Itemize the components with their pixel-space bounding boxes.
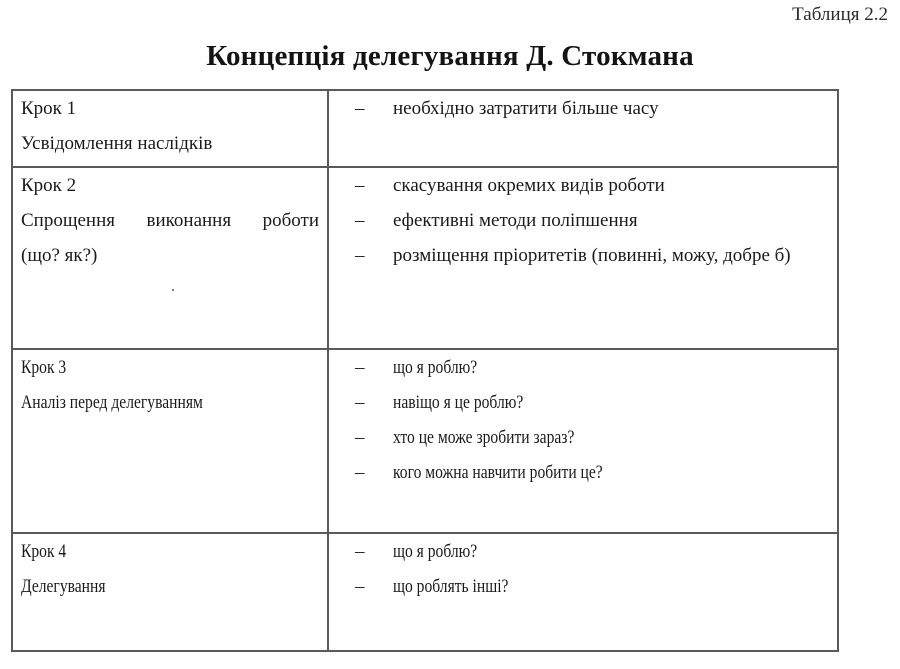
item-list <box>329 534 837 604</box>
step-label: Крок 2 <box>21 175 77 196</box>
dash-bullet-icon: – <box>355 541 365 562</box>
item-text: кого можна навчити робити це? <box>393 462 603 483</box>
item-text: скасування окремих видів роботи <box>393 175 665 196</box>
table-row <box>12 90 838 167</box>
dash-bullet-icon: – <box>355 462 365 483</box>
item-text: що я роблю? <box>393 541 478 562</box>
list-item <box>355 385 829 420</box>
step-cell <box>12 90 328 167</box>
delegation-concept-table <box>11 89 839 652</box>
item-text: хто це може зробити зараз? <box>393 427 575 448</box>
dash-bullet-icon: – <box>355 392 365 413</box>
table-row <box>12 167 838 349</box>
list-item <box>355 350 829 385</box>
item-list <box>329 91 837 126</box>
step-label: Крок 3 <box>21 357 67 378</box>
step-label: Крок 1 <box>21 98 77 119</box>
item-text: ефективні методи поліпшення <box>393 210 638 231</box>
item-text: що роблять інші? <box>393 576 509 597</box>
list-item <box>355 569 829 604</box>
table-row <box>12 349 838 533</box>
item-text: розміщення пріоритетів (повинні, можу, добре б) <box>393 245 791 266</box>
item-text: необхідно затратити більше часу <box>393 98 659 119</box>
step-cell <box>12 167 328 349</box>
dash-bullet-icon: – <box>355 245 365 266</box>
step-cell <box>12 349 328 533</box>
table-row <box>12 533 838 651</box>
list-item <box>355 168 829 203</box>
dash-bullet-icon: – <box>355 357 365 378</box>
step-name: Спрощення виконання роботи <box>21 210 319 231</box>
list-item <box>355 238 829 273</box>
step-name: Делегування <box>21 576 106 597</box>
step-cell <box>12 533 328 651</box>
item-list <box>329 168 837 273</box>
items-cell <box>328 90 838 167</box>
list-item <box>355 203 829 238</box>
dash-bullet-icon: – <box>355 210 365 231</box>
list-item <box>355 534 829 569</box>
items-cell <box>328 349 838 533</box>
item-text: навіщо я це роблю? <box>393 392 524 413</box>
dash-bullet-icon: – <box>355 427 365 448</box>
items-cell <box>328 533 838 651</box>
table-label: Таблиця 2.2 <box>792 4 888 25</box>
dash-bullet-icon: – <box>355 98 365 119</box>
step-label: Крок 4 <box>21 541 67 562</box>
step-name-subtitle: (що? як?) <box>21 245 98 266</box>
page-title: Концепція делегування Д. Стокмана <box>206 40 694 72</box>
list-item <box>355 91 829 126</box>
items-cell <box>328 167 838 349</box>
item-list <box>329 350 837 490</box>
dash-bullet-icon: – <box>355 175 365 196</box>
list-item <box>355 455 829 490</box>
list-item <box>355 420 829 455</box>
item-text: що я роблю? <box>393 357 478 378</box>
scan-speck <box>172 289 174 291</box>
step-name: Аналіз перед делегуванням <box>21 392 203 413</box>
dash-bullet-icon: – <box>355 576 365 597</box>
step-name: Усвідомлення наслідків <box>21 133 213 154</box>
